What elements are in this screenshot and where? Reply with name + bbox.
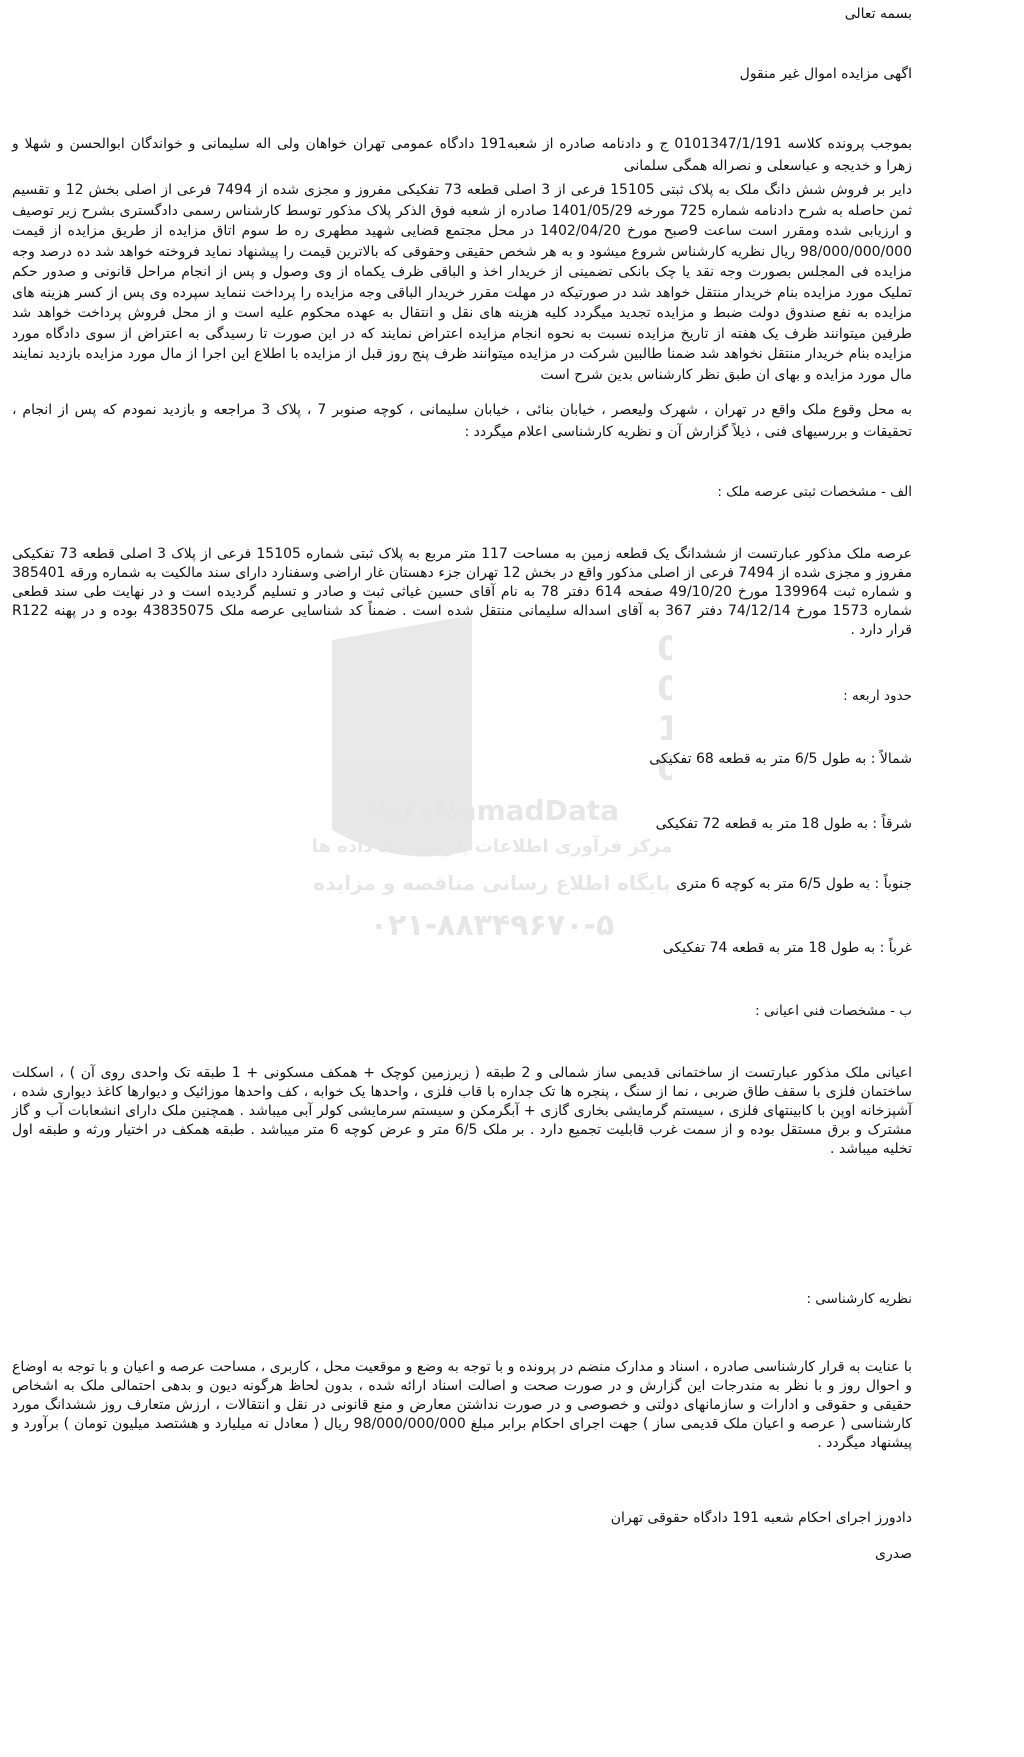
opinion-body: با عنایت به قرار کارشناسی صادره ، اسناد و مدارک منضم در پرونده و با توجه به وضع و موقعیت محل ، کاربری ، مساحت عرصه و اعیان و با توجه به اوضاع و احوال روز و با نظر به مندرجات این گزارش و در صورت صحت و اصالت اسناد ارائه شده ، بدون لحاظ هرگونه دیون و بدهی احتمالی ملک به اشخاص حقیقی و حقوقی و ادارات و سازمانهای دولتی و خصوصی و در صورت نداشتن معارض و منع قانونی در نقل و انتقالات ، ارزش متعارف روز ششدانگ مورد کارشناسی ( عرصه و اعیان ملک قدیمی ساز ) جهت اجرای احکام برابر مبلغ 98/000/000/000 ریال ( معادل نه میلیارد و هشتصد میلیون تومان ) برآورد و پیشنهاد میگردد . <box>12 1359 912 1451</box>
boundary-east: شرقاً : به طول 18 متر به قطعه 72 تفکیکی <box>655 816 912 832</box>
watermark-brand: ParsNamadData <box>365 794 619 827</box>
watermark-digits-1: 0 <box>657 629 672 669</box>
watermark-line-2: پایگاه اطلاع رسانی مناقصه و مزایده <box>313 871 671 895</box>
intro-location-paragraph: به محل وقوع ملک واقع در تهران ، شهرک ولیعصر ، خیابان بنائی ، خیابان سلیمانی ، کوچه صنوبر 7 ، پلاک 3 مراجعه و بازدید نمودم که پس از انجام ، تحقیقات و بررسیهای فنی ، ذیلاً گزارش آن و نظریه کارشناسی اعلام میگردد : <box>12 402 912 440</box>
opinion-heading: نظریه کارشناسی : <box>806 1291 912 1307</box>
boundaries-heading: حدود اربعه : <box>843 688 912 704</box>
watermark-digits-3: 1 <box>657 709 672 749</box>
signer-title: دادورز اجرای احکام شعبه 191 دادگاه حقوقی تهران <box>610 1510 912 1526</box>
basmala: بسمه تعالی <box>844 6 912 22</box>
boundary-north: شمالاً : به طول 6/5 متر به قطعه 68 تفکیکی <box>649 751 912 767</box>
watermark-line-1: مرکز فرآوری اطلاعات پارس نماد داده ها <box>312 836 672 857</box>
watermark-shield <box>332 615 472 857</box>
section-b-body: اعیانی ملک مذکور عبارتست از ساختمانی قدیمی ساز شمالی و 2 طبقه ( زیرزمین کوچک + همکف مسکونی + 1 طبقه تک واحدی روی آن ) ، اسکلت ساختمان فلزی با سقف طاق ضربی ، نما از سنگ ، پنجره ها تک جداره با قاب فلزی ، واحدها یک خوابه ، کف واحدها موزائیک و دیوارها کاغذ دیواری شده ، آشپزخانه اوپن با کابینتهای فلزی ، سیستم گرمایشی بخاری گازی + آبگرمکن و سیستم سرمایشی کولر آبی میباشد . همچنین ملک دارای انشعابات آب و گاز مشترک و برق مستقل بوده و از سمت غرب قابلیت تجمیع دارد . بر ملک 6/5 متر و عرض کوچه 6 متر میباشد . طبقه همکف در اختیار ورثه و طبقه اول تخلیه میباشد . <box>12 1065 912 1157</box>
boundary-west: غرباً : به طول 18 متر به قطعه 74 تفکیکی <box>662 940 912 956</box>
intro-case-paragraph: بموجب پرونده کلاسه 0101347/1/191 ج و دادنامه صادره از شعبه191 دادگاه عمومی تهران خواهان ولی اله سلیمانی و خواندگان ابوالحسن و شهلا و زهرا و خدیجه و عباسعلی و نصراله همگی سلمانی <box>12 136 912 174</box>
notice-title: اگهی مزایده اموال غیر منقول <box>739 66 912 82</box>
boundary-south: جنوباً : به طول 6/5 متر به کوچه 6 متری <box>676 876 912 892</box>
section-b-heading: ب - مشخصات فنی اعیانی : <box>755 1003 912 1019</box>
section-a-heading: الف - مشخصات ثبتی عرصه ملک : <box>717 484 912 500</box>
watermark <box>312 600 672 1020</box>
watermark-phone: ۰۲۱-۸۸۳۴۹۶۷۰-۵ <box>369 908 615 943</box>
section-a-body: عرصه ملک مذکور عبارتست از ششدانگ یک قطعه زمین به مساحت 117 متر مربع به پلاک ثبتی شماره 15105 فرعی از پلاک 3 اصلی قطعه 73 تفکیکی مفروز و مجزی شده از 7494 فرعی از اصلی مذکور واقع در بخش 12 تهران جزء دهستان غار اراضی وسفنارد دارای سند مالکیت به شماره ورقه 385401 و شماره ثبت 139964 مورخ 49/10/20 صفحه 614 دفتر 78 به نام آقای حسین غیاثی ثبت و صادر و تسلیم گردیده است و در نهایت طی سند قطعی شماره 1573 مورخ 74/12/14 دفتر 367 به آقای اسداله سلیمانی منتقل شده است . ضمناً کد شناسایی عرصه ملک 43835075 بوده و در پهنه R122 قرار دارد . <box>12 546 913 638</box>
intro-sale-paragraph: دایر بر فروش شش دانگ ملک به پلاک ثبتی 15105 فرعی از 3 اصلی قطعه 73 تفکیکی مفروز و مجزی شده از 7494 فرعی از اصلی بخش 12 و تقسیم ثمن حاصله به شرح دادنامه شماره 725 مورخه 1401/05/29 صادره از شعبه فوق الذکر پلاک مذکور توسط کارشناس رسمی دادگستری بشرح زیر توصیف و ارزیابی شده ومقرر است ساعت 9صبح مورخ 1402/04/20 در محل مجتمع قضایی شهید مطهری ره ط سوم اتاق مزایده از طریق مزایده از قیمت 98/000/000/000 ریال نظریه کارشناس شروع میشود و به هر شخص حقیقی وحقوقی که بالاترین قیمت را پیشنهاد نماید فروخته خواهد شد ده درصد وجه مزایده فی المجلس بصورت وجه نقد یا چک بانکی تضمینی از خریدار اخذ و الباقی ظرف یکماه از وی وصول و پس از انجام مراحل قانونی و صدور حکم تملیک مورد مزایده بنام خریدار منتقل خواهد شد در صورتیکه در مهلت مقرر خریدار الباقی وجه مزایده را پرداخت ننماید سپرده وی پس از کسر هزینه های مزایده به نفع صندوق دولت ضبط و مزایده تجدید میگردد کلیه هزینه های نقل و انتقال به عهده محکوم علیه است و از محل فروش پرداخت خواهد شد طرفین میتوانند ظرف یک هفته از تاریخ مزایده نسبت به نحوه انجام مزایده اعتراض نمایند که در این صورت تا رسیدگی به اعتراض از سوی دادگاه مورد مزایده بنام خریدار منتقل نخواهد شد ضمنا طالبین شرکت در مزایده میتوانند ظرف پنج روز قبل از مزایده با اطلاع این اجرا از مال مورد مزایده بازدید نمایند مال مورد مزایده و بهای ان طبق نظر کارشناس بدین شرح است <box>12 182 913 383</box>
watermark-digits-2: 0 <box>657 669 672 709</box>
watermark-graphic <box>312 600 672 1020</box>
signer-name: صدری <box>875 1546 912 1562</box>
watermark-digits-4: 0 <box>657 749 672 789</box>
